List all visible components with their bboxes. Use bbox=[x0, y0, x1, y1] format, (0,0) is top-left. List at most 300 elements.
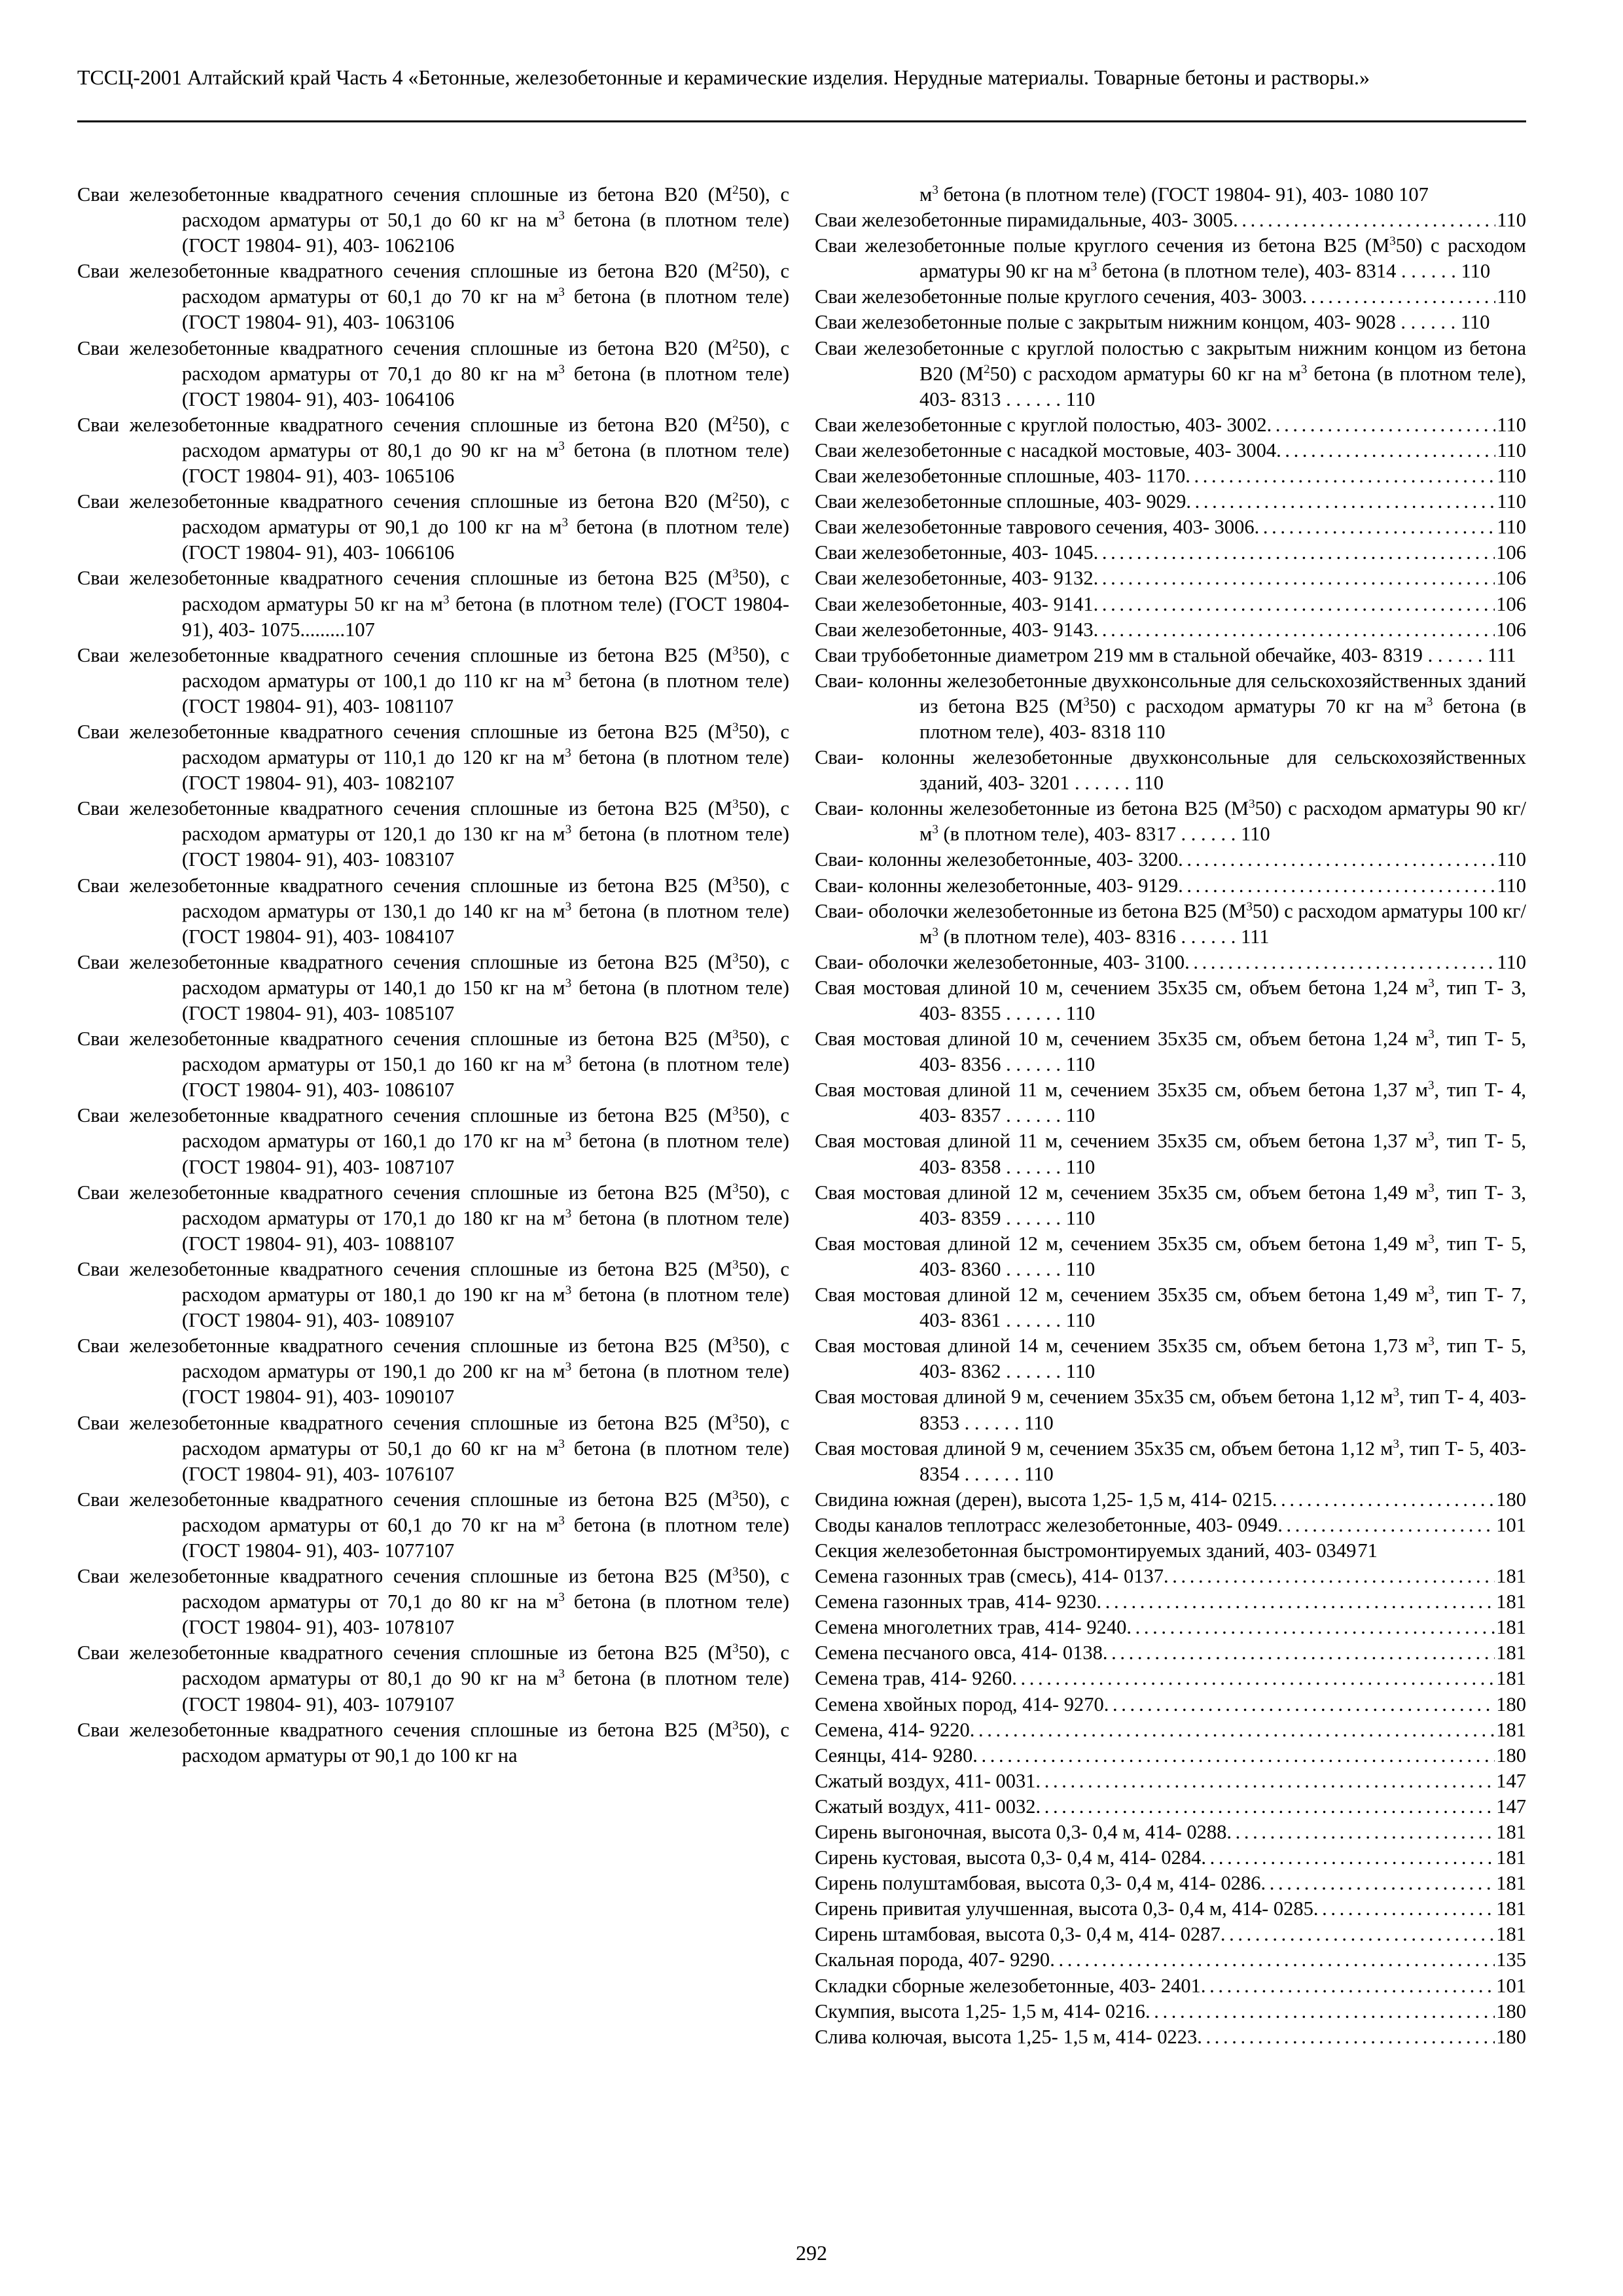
entry-text: Сваи железобетонные сплошные, 403- 1170 bbox=[815, 465, 1186, 488]
entry-text: Сваи железобетонные с насадкой мостовые, 403- 3004 bbox=[815, 439, 1277, 461]
leader-dots bbox=[1103, 1640, 1495, 1666]
superscript: 2 bbox=[732, 260, 739, 274]
entry-text: Скальная порода, 407- 9290 bbox=[815, 1948, 1050, 1971]
leader-dots: . . . . . . bbox=[959, 1462, 1025, 1485]
superscript: 3 bbox=[1426, 694, 1433, 709]
index-entry: Сваи- колонны железобетонные двухконсольные для сельскохозяйственных зданий, 403- 3201 . . . . . . 110 bbox=[815, 746, 1526, 795]
page-ref: 180 bbox=[1496, 1744, 1526, 1767]
index-entry bbox=[815, 284, 1526, 310]
page-ref: 107 bbox=[424, 772, 455, 795]
superscript: 3 bbox=[1083, 694, 1090, 709]
leader-dots bbox=[1036, 1794, 1495, 1820]
superscript: 3 bbox=[732, 1335, 739, 1349]
leader-dots bbox=[1302, 284, 1495, 310]
leader-dots: . . . . . . bbox=[1001, 1155, 1066, 1178]
superscript: 3 bbox=[1428, 1232, 1435, 1246]
index-entry bbox=[815, 207, 1526, 233]
entry-text: Сжатый воздух, 411- 0032 bbox=[815, 1795, 1036, 1818]
page-ref: 181 bbox=[1496, 1923, 1526, 1946]
index-entry: Сваи железобетонные квадратного сечения сплошные из бетона В25 $(М^350)$, с расходом арматуры от 100,1 до 110 кг на $м^3$ бетона (в плотном теле) (ГОСТ 19804- 91), 403- 1081107 bbox=[77, 643, 789, 717]
superscript: 3 bbox=[1389, 234, 1396, 249]
page-ref: 181 bbox=[1496, 1565, 1526, 1588]
index-entry bbox=[815, 873, 1526, 899]
page-ref: 106 bbox=[424, 465, 455, 488]
page-ref: 111 bbox=[1488, 643, 1516, 666]
page-ref: 106 bbox=[1496, 541, 1526, 564]
index-entry: Сваи железобетонные квадратного сечения сплошные из бетона В20 $(М^250)$, с расходом арматуры от 90,1 до 100 кг на $м^3$ бетона (в плотном теле) (ГОСТ 19804- 91), 403- 1066106 bbox=[77, 490, 790, 564]
index-entry: Сваи железобетонные квадратного сечения сплошные из бетона В25 $(М^350)$, с расходом арматуры от 170,1 до 180 кг на $м^3$ бетона (в плотном теле) (ГОСТ 19804- 91), 403- 1088107 bbox=[77, 1181, 789, 1255]
index-column-left bbox=[77, 182, 789, 1768]
superscript: 3 bbox=[565, 976, 572, 990]
superscript: 3 bbox=[732, 1104, 739, 1119]
entry-text: Семена газонных трав (смесь), 414- 0137 bbox=[815, 1565, 1164, 1588]
index-entry bbox=[815, 1615, 1526, 1640]
page-ref: 181 bbox=[1496, 1641, 1526, 1664]
index-entry: Свая мостовая длиной 11 м, сечением 35х35 см, объем бетона 1,37 $м^3$, тип Т- 4, 403- 8357 . . . . . . 110 bbox=[815, 1079, 1526, 1127]
superscript: 3 bbox=[442, 592, 450, 607]
page-ref: 110 bbox=[1065, 387, 1096, 410]
entry-text: Сирень полуштамбовая, высота 0,3- 0,4 м, 414- 0286 bbox=[815, 1872, 1261, 1895]
leader-dots: . . . . . . bbox=[1001, 1053, 1066, 1076]
page-ref: 181 bbox=[1496, 1667, 1526, 1690]
page-ref: 110 bbox=[1460, 311, 1490, 334]
superscript: 3 bbox=[1428, 1181, 1435, 1195]
page-ref: 180 bbox=[1496, 1693, 1526, 1715]
superscript: 3 bbox=[1393, 1386, 1400, 1400]
page-ref: 107 bbox=[424, 1155, 455, 1178]
superscript: 3 bbox=[565, 746, 571, 761]
index-entry bbox=[815, 1538, 1526, 1564]
index-entry: Сваи железобетонные квадратного сечения сплошные из бетона В25 $(М^350)$, с расходом арматуры от 130,1 до 140 кг на $м^3$ бетона (в плотном теле) (ГОСТ 19804- 91), 403- 1084107 bbox=[77, 874, 789, 948]
running-header bbox=[77, 64, 1526, 90]
leader-dots: . . . . . . bbox=[1069, 772, 1135, 795]
leader-dots bbox=[1096, 1589, 1495, 1615]
entry-text: Своды каналов теплотрасс железобетонные, 403- 0949 bbox=[815, 1513, 1278, 1536]
page-ref: 110 bbox=[1024, 1462, 1054, 1485]
entry-text: Свидина южная (дерен), высота 1,25- 1,5 м, 414- 0215 bbox=[815, 1488, 1272, 1511]
superscript: 3 bbox=[1427, 1079, 1435, 1093]
leader-dots: . . . . . . bbox=[959, 1411, 1025, 1434]
leader-dots bbox=[1226, 1820, 1495, 1845]
leader-dots bbox=[1201, 1845, 1495, 1871]
page-ref: 106 bbox=[424, 541, 455, 564]
page-ref: 110 bbox=[1497, 874, 1526, 897]
page-ref: 181 bbox=[1496, 1616, 1526, 1639]
superscript: 3 bbox=[932, 823, 938, 837]
page-ref: 110 bbox=[1497, 848, 1526, 871]
page-ref: 107 bbox=[424, 1386, 455, 1408]
page-ref: 181 bbox=[1496, 1590, 1526, 1613]
leader-dots bbox=[1313, 1896, 1495, 1922]
page-ref: 110 bbox=[1065, 1104, 1096, 1127]
page-ref: 107 bbox=[424, 1539, 455, 1562]
superscript: 3 bbox=[1428, 1335, 1435, 1349]
index-entry bbox=[815, 592, 1526, 617]
page-ref: 110 bbox=[1461, 260, 1491, 283]
index-entry bbox=[815, 1947, 1526, 1973]
entry-text: Сирень выгоночная, высота 0,3- 0,4 м, 414- 0288 bbox=[815, 1821, 1227, 1843]
superscript: 3 bbox=[558, 439, 565, 453]
page-ref: 110 bbox=[1134, 772, 1164, 795]
superscript: 3 bbox=[558, 362, 565, 376]
index-entry: Сваи железобетонные квадратного сечения сплошные из бетона В25 $(М^350)$, с расходом арматуры от 50,1 до 60 кг на $м^3$ бетона (в плотном теле) (ГОСТ 19804- 91), 403- 1076107 bbox=[77, 1411, 789, 1485]
leader-dots: . . . . . . bbox=[1001, 1257, 1066, 1280]
index-entry: Сваи- оболочки железобетонные из бетона В25 $(М^350)$ с расходом арматуры 100 $кг/м^3$ (в плотном теле), 403- 8316 . . . . . . 111 bbox=[815, 899, 1527, 948]
entry-text: Семена, 414- 9220 bbox=[815, 1718, 970, 1741]
leader-dots: . . . . . . bbox=[1001, 1309, 1066, 1332]
superscript: 3 bbox=[1393, 1437, 1400, 1451]
superscript: 3 bbox=[732, 1565, 739, 1579]
page-ref: 181 bbox=[1496, 1718, 1526, 1741]
page-ref: 180 bbox=[1496, 2025, 1526, 2048]
superscript: 3 bbox=[565, 1206, 572, 1221]
page-ref: 101 bbox=[1496, 1513, 1526, 1536]
index-entry: Сваи трубобетонные диаметром 219 мм в стальной обечайке, 403- 8319 . . . . . . 111 bbox=[815, 643, 1516, 666]
index-entry bbox=[815, 847, 1526, 872]
index-entry: Сваи- колонны железобетонные из бетона В25 $(М^350)$ с расходом арматуры 90 $кг/м^3$ (в плотном теле), 403- 8317 . . . . . . 110 bbox=[815, 797, 1526, 846]
page-ref: 107 bbox=[1399, 183, 1429, 206]
index-entry bbox=[815, 438, 1526, 463]
page-number: 292 bbox=[796, 2241, 827, 2265]
index-entry bbox=[815, 412, 1526, 438]
superscript: 2 bbox=[732, 336, 739, 351]
entry-text: Семена многолетних трав, 414- 9240 bbox=[815, 1616, 1127, 1639]
superscript: 3 bbox=[1090, 260, 1097, 274]
leader-dots bbox=[1012, 1666, 1495, 1691]
leader-dots: . . . . . . bbox=[1001, 1104, 1066, 1127]
index-entry: Свая мостовая длиной 9 м, сечением 35х35 см, объем бетона 1,12 $м^3$, тип Т- 5, 403- 8354 . . . . . . 110 bbox=[815, 1437, 1527, 1485]
leader-dots bbox=[1104, 1692, 1495, 1717]
entry-text: Семена газонных трав, 414- 9230 bbox=[815, 1590, 1097, 1613]
superscript: 2 bbox=[984, 362, 990, 376]
index-entry bbox=[815, 514, 1526, 540]
page-ref: 106 bbox=[424, 311, 455, 334]
index-entry bbox=[815, 1513, 1526, 1538]
superscript: 3 bbox=[732, 874, 739, 888]
entry-text: Сирень кустовая, высота 0,3- 0,4 м, 414- 0284 bbox=[815, 1846, 1202, 1869]
superscript: 3 bbox=[562, 516, 568, 530]
page-ref: 135 bbox=[1496, 1948, 1526, 1971]
page-ref: 107 bbox=[345, 618, 375, 641]
leader-dots: . . . . . . bbox=[1001, 1002, 1066, 1024]
page-ref: 107 bbox=[424, 848, 455, 871]
index-entry: Свая мостовая длиной 9 м, сечением 35х35 см, объем бетона 1,12 $м^3$, тип Т- 4, 403- 8353 . . . . . . 110 bbox=[815, 1386, 1527, 1434]
page-ref: 110 bbox=[1065, 1155, 1096, 1178]
index-entry: Сваи железобетонные квадратного сечения сплошные из бетона В25 $(М^350)$, с расходом арматуры от 70,1 до 80 кг на $м^3$ бетона (в плотном теле) (ГОСТ 19804- 91), 403- 1078107 bbox=[77, 1565, 789, 1639]
index-entry bbox=[815, 540, 1526, 565]
index-entry: Свая мостовая длиной 11 м, сечением 35х35 см, объем бетона 1,37 $м^3$, тип Т- 5, 403- 8358 . . . . . . 110 bbox=[815, 1130, 1526, 1178]
entry-text: Сваи железобетонные с круглой полостью, 403- 3002 bbox=[815, 413, 1267, 436]
index-entry bbox=[815, 1717, 1526, 1743]
superscript: 2 bbox=[732, 413, 739, 427]
index-entry: Сваи- колонны железобетонные двухконсольные для сельскохозяйственных зданий из бетона В25 $(М^350)$ с расходом арматуры 70 кг на $м^3$ бетона (в плотном теле), 403- 8318 110 bbox=[815, 669, 1527, 743]
superscript: 3 bbox=[732, 567, 739, 581]
page-ref: 180 bbox=[1496, 2000, 1526, 2022]
page-ref: 106 bbox=[1496, 618, 1526, 641]
index-entry bbox=[815, 1666, 1526, 1691]
page-ref: 110 bbox=[1497, 490, 1526, 513]
entry-text: Семена трав, 414- 9260 bbox=[815, 1667, 1012, 1690]
leader-dots bbox=[1201, 1973, 1495, 1999]
superscript: 3 bbox=[1246, 899, 1253, 914]
entry-text: Сеянцы, 414- 9280 bbox=[815, 1744, 973, 1767]
page-ref: 110 bbox=[1024, 1411, 1054, 1434]
leader-dots bbox=[1164, 1564, 1495, 1589]
page-ref: 181 bbox=[1496, 1872, 1526, 1895]
page-ref: 110 bbox=[1497, 516, 1526, 539]
leader-dots bbox=[1267, 412, 1496, 438]
index-entry bbox=[815, 1820, 1526, 1845]
superscript: 3 bbox=[732, 1028, 739, 1042]
page-ref: 110 bbox=[1497, 465, 1526, 488]
leader-dots bbox=[1276, 438, 1495, 463]
superscript: 3 bbox=[732, 1488, 739, 1502]
index-entry bbox=[815, 1999, 1526, 2024]
page-ref: 147 bbox=[1496, 1769, 1526, 1792]
superscript: 3 bbox=[732, 1257, 739, 1272]
entry-text: Сирень привитая улучшенная, высота 0,3- 0,4 м, 414- 0285 bbox=[815, 1897, 1313, 1920]
page-ref: 180 bbox=[1496, 1488, 1526, 1511]
index-entry bbox=[815, 1794, 1526, 1820]
leader-dots bbox=[972, 1743, 1495, 1768]
superscript: 3 bbox=[732, 1641, 739, 1656]
index-entry: Сваи железобетонные квадратного сечения сплошные из бетона В20 $(М^250)$, с расходом арматуры от 80,1 до 90 кг на $м^3$ бетона (в плотном теле) (ГОСТ 19804- 91), 403- 1065106 bbox=[77, 413, 789, 488]
page-ref: 107 bbox=[424, 1002, 455, 1024]
index-entry bbox=[815, 1768, 1526, 1794]
page-ref: 110 bbox=[1497, 413, 1526, 436]
leader-dots bbox=[1126, 1615, 1495, 1640]
entry-text: Складки сборные железобетонные, 403- 2401 bbox=[815, 1974, 1201, 1997]
index-entry: Свая мостовая длиной 14 м, сечением 35х35 см, объем бетона 1,73 $м^3$, тип Т- 5, 403- 8362 . . . . . . 110 bbox=[815, 1335, 1527, 1383]
index-entry bbox=[815, 463, 1526, 489]
index-entry: Сваи железобетонные квадратного сечения сплошные из бетона В20 $(М^250)$, с расходом арматуры от 50,1 до 60 кг на $м^3$ бетона (в плотном теле) (ГОСТ 19804- 91), 403- 1062106 bbox=[77, 183, 789, 257]
leader-dots: . . . . . . bbox=[1396, 260, 1461, 283]
index-entry: Сваи железобетонные квадратного сечения сплошные из бетона В25 $(М^350)$, с расходом арматуры 50 кг на $м^3$ бетона (в плотном теле) (ГОСТ 19804- 91), 403- 1075.........107 bbox=[77, 567, 789, 641]
index-entry: Сваи железобетонные квадратного сечения сплошные из бетона В25 $(М^350)$, с расходом арматуры от 140,1 до 150 кг на $м^3$ бетона (в плотном теле) (ГОСТ 19804- 91), 403- 1085107 bbox=[77, 950, 789, 1024]
superscript: 3 bbox=[732, 643, 739, 658]
page-ref: 181 bbox=[1496, 1846, 1526, 1869]
leader-dots: ......... bbox=[300, 618, 346, 641]
index-entry: Сваи железобетонные полые круглого сечения из бетона В25 $(М^350)$ с расходом арматуры 90 кг на $м^3$ бетона (в плотном теле), 403- 8314 . . . . . . 110 bbox=[815, 234, 1526, 283]
index-entry: Сваи железобетонные квадратного сечения сплошные из бетона В20 $(М^250)$, с расходом арматуры от 70,1 до 80 кг на $м^3$ бетона (в плотном теле) (ГОСТ 19804- 91), 403- 1064106 bbox=[77, 336, 789, 410]
entry-text: Сжатый воздух, 411- 0031 bbox=[815, 1769, 1036, 1792]
index-entry bbox=[815, 1564, 1526, 1589]
superscript: 3 bbox=[558, 1513, 565, 1528]
superscript: 3 bbox=[565, 1360, 572, 1374]
leader-dots: . . . . . . bbox=[1001, 1206, 1066, 1229]
leader-dots bbox=[1272, 1487, 1495, 1513]
index-entry bbox=[815, 565, 1526, 591]
leader-dots: . . . . . . bbox=[1001, 387, 1066, 410]
index-entry bbox=[815, 1973, 1526, 1999]
index-entry: Сваи железобетонные квадратного сечения сплошные из бетона В25 $(М^350)$, с расходом арматуры от 80,1 до 90 кг на $м^3$ бетона (в плотном теле) (ГОСТ 19804- 91), 403- 1079107 bbox=[77, 1641, 789, 1715]
entry-text: Сваи железобетонные сплошные, 403- 9029 bbox=[815, 490, 1186, 513]
entry-text: Скумпия, высота 1,25- 1,5 м, 414- 0216 bbox=[815, 2000, 1145, 2022]
page-ref: 110 bbox=[1065, 1206, 1096, 1229]
page-ref: 110 bbox=[1497, 209, 1526, 232]
entry-text: Сваи железобетонные полые круглого сечения, 403- 3003 bbox=[815, 285, 1302, 308]
index-entry bbox=[815, 1743, 1526, 1768]
superscript: 3 bbox=[558, 1437, 565, 1451]
leader-dots bbox=[1178, 873, 1495, 899]
index-entry: Свая мостовая длиной 10 м, сечением 35х35 см, объем бетона 1,24 $м^3$, тип Т- 5, 403- 8356 . . . . . . 110 bbox=[815, 1028, 1527, 1076]
superscript: 3 bbox=[565, 1130, 572, 1144]
leader-dots bbox=[1178, 847, 1495, 872]
page-ref: 111 bbox=[1240, 925, 1270, 948]
page-ref: 110 bbox=[1497, 439, 1526, 461]
leader-dots bbox=[1094, 617, 1495, 643]
superscript: 3 bbox=[732, 1181, 739, 1195]
page-ref: 71 bbox=[1357, 1539, 1378, 1562]
index-entry: Сваи железобетонные квадратного сечения сплошные из бетона В25 $(М^350)$, с расходом арматуры от 110,1 до 120 кг на $м^3$ бетона (в плотном теле) (ГОСТ 19804- 91), 403- 1082107 bbox=[77, 720, 789, 795]
index-entry bbox=[815, 617, 1526, 643]
page-ref: 106 bbox=[1496, 567, 1526, 590]
index-entry bbox=[815, 1640, 1526, 1666]
leader-dots: . . . . . . bbox=[1395, 311, 1461, 334]
entry-text: Сваи- оболочки железобетонные, 403- 3100 bbox=[815, 950, 1185, 973]
page-ref: 107 bbox=[424, 1693, 455, 1715]
superscript: 3 bbox=[732, 1411, 739, 1426]
page-ref: 181 bbox=[1496, 1897, 1526, 1920]
superscript: 3 bbox=[1300, 362, 1308, 376]
superscript: 3 bbox=[1427, 1130, 1435, 1144]
leader-dots bbox=[1221, 1922, 1495, 1947]
superscript: 3 bbox=[558, 1590, 565, 1605]
leader-dots bbox=[1145, 1999, 1495, 2024]
index-entry bbox=[815, 1871, 1526, 1896]
superscript: 3 bbox=[565, 1053, 572, 1067]
superscript: 3 bbox=[732, 797, 739, 812]
entry-text: Сирень штамбовая, высота 0,3- 0,4 м, 414- 0287 bbox=[815, 1923, 1221, 1946]
leader-dots: . . . . . . bbox=[1422, 643, 1488, 666]
leader-dots bbox=[1186, 489, 1495, 514]
page-ref: 110 bbox=[1065, 1360, 1096, 1383]
index-entry bbox=[815, 1487, 1526, 1513]
superscript: 2 bbox=[732, 183, 739, 197]
page-ref: 107 bbox=[424, 925, 455, 948]
entry-text: Слива колючая, высота 1,25- 1,5 м, 414- 0223 bbox=[815, 2025, 1198, 2048]
index-entry: Сваи железобетонные с круглой полостью с закрытым нижним концом из бетона В20 $(М^250)$ с расходом арматуры 60 кг на $м^3$ бетона (в плотном теле), 403- 8313 . . . . . . 110 bbox=[815, 336, 1526, 410]
entry-text: Секция железобетонная быстромонтируемых зданий, 403- 0349 bbox=[815, 1539, 1357, 1562]
page-ref: 110 bbox=[1065, 1002, 1096, 1024]
index-entry bbox=[815, 1896, 1526, 1922]
entry-text: Сваи- колонны железобетонные, 403- 3200 bbox=[815, 848, 1179, 871]
superscript: 3 bbox=[565, 899, 572, 914]
index-entry: Сваи железобетонные квадратного сечения сплошные из бетона В25 $(М^350)$, с расходом арматуры от 150,1 до 160 кг на $м^3$ бетона (в плотном теле) (ГОСТ 19804- 91), 403- 1086107 bbox=[77, 1028, 789, 1102]
index-entry: Сваи железобетонные квадратного сечения сплошные из бетона В25 $(М^350)$, с расходом арматуры от 120,1 до 130 кг на $м^3$ бетона (в плотном теле) (ГОСТ 19804- 91), 403- 1083107 bbox=[77, 797, 789, 871]
leader-dots bbox=[1094, 540, 1495, 565]
page-ref: 106 bbox=[1496, 592, 1526, 615]
page-ref: 107 bbox=[424, 1309, 455, 1332]
page-ref: 107 bbox=[423, 694, 454, 717]
index-column-right bbox=[815, 182, 1526, 2050]
entry-text: Сваи железобетонные, 403- 9141 bbox=[815, 592, 1094, 615]
superscript: 3 bbox=[1249, 797, 1255, 812]
page-ref: 110 bbox=[1065, 1053, 1096, 1076]
leader-dots bbox=[1185, 950, 1495, 975]
leader-dots bbox=[1260, 1871, 1495, 1896]
superscript: 3 bbox=[1428, 1028, 1435, 1042]
index-entry: Свая мостовая длиной 12 м, сечением 35х35 см, объем бетона 1,49 $м^3$, тип Т- 3, 403- 8359 . . . . . . 110 bbox=[815, 1181, 1527, 1229]
page-ref: 181 bbox=[1496, 1821, 1526, 1843]
page-ref: 101 bbox=[1496, 1974, 1526, 1997]
header-rule bbox=[77, 120, 1526, 122]
index-entry: Сваи железобетонные полые с закрытым нижним концом, 403- 9028 . . . . . . 110 bbox=[815, 311, 1490, 334]
header-title: ТССЦ-2001 Алтайский край Часть 4 «Бетонные, железобетонные и керамические изделия. Нерудные материалы. Товарные бетоны и растворы.» bbox=[77, 65, 1370, 89]
page-ref: 110 bbox=[1135, 720, 1166, 743]
index-entry: Сваи железобетонные квадратного сечения сплошные из бетона В25 $(М^350)$, с расходом арматуры от 190,1 до 200 кг на $м^3$ бетона (в плотном теле) (ГОСТ 19804- 91), 403- 1090107 bbox=[77, 1335, 789, 1408]
index-entry bbox=[815, 1589, 1526, 1615]
leader-dots bbox=[1197, 2024, 1495, 2050]
page-ref: 110 bbox=[1065, 1257, 1096, 1280]
page-ref: 107 bbox=[424, 1616, 455, 1639]
index-entry bbox=[815, 1845, 1526, 1871]
index-entry: Свая мостовая длиной 10 м, сечением 35х35 см, объем бетона 1,24 $м^3$, тип Т- 3, 403- 8355 . . . . . . 110 bbox=[815, 976, 1527, 1024]
leader-dots bbox=[1185, 463, 1495, 489]
superscript: 3 bbox=[1428, 1283, 1435, 1298]
entry-text: Сваи- колонны железобетонные, 403- 9129 bbox=[815, 874, 1179, 897]
page-ref: 107 bbox=[424, 1079, 455, 1102]
superscript: 3 bbox=[565, 1283, 572, 1298]
page-ref: 107 bbox=[424, 1232, 455, 1255]
superscript: 2 bbox=[732, 490, 739, 505]
superscript: 3 bbox=[558, 1667, 565, 1681]
superscript: 3 bbox=[732, 720, 739, 734]
index-entry: Сваи железобетонные квадратного сечения сплошные из бетона В25 $(М^350)$, с расходом арматуры от 90,1 до 100 кг на bbox=[77, 1718, 789, 1767]
leader-dots bbox=[1036, 1768, 1495, 1794]
leader-dots bbox=[1233, 207, 1495, 233]
superscript: 3 bbox=[932, 925, 938, 939]
page-ref: 110 bbox=[1240, 823, 1270, 846]
superscript: 3 bbox=[1428, 976, 1435, 990]
leader-dots bbox=[1094, 565, 1495, 591]
leader-dots bbox=[1255, 514, 1496, 540]
superscript: 3 bbox=[565, 669, 571, 683]
entry-text: Семена песчаного овса, 414- 0138 bbox=[815, 1641, 1103, 1664]
leader-dots: . . . . . . bbox=[1175, 823, 1241, 846]
entry-text: Сваи железобетонные, 403- 9143 bbox=[815, 618, 1094, 641]
superscript: 3 bbox=[732, 1718, 739, 1732]
superscript: 3 bbox=[732, 950, 739, 965]
leader-dots bbox=[1050, 1947, 1495, 1973]
index-entry bbox=[815, 2024, 1526, 2050]
leader-dots bbox=[1094, 592, 1495, 617]
page-ref: 106 bbox=[424, 387, 455, 410]
index-entry bbox=[815, 950, 1526, 975]
superscript: 3 bbox=[932, 183, 938, 197]
index-entry: Сваи железобетонные квадратного сечения сплошные из бетона В25 $(М^350)$, с расходом арматуры от 180,1 до 190 кг на $м^3$ бетона (в плотном теле) (ГОСТ 19804- 91), 403- 1089107 bbox=[77, 1257, 789, 1332]
entry-text: Семена хвойных пород, 414- 9270 bbox=[815, 1693, 1104, 1715]
superscript: 3 bbox=[558, 209, 565, 223]
entry-text: Сваи железобетонные, 403- 9132 bbox=[815, 567, 1094, 590]
entry-text: Сваи железобетонные таврового сечения, 403- 3006 bbox=[815, 516, 1255, 539]
entry-text: Сваи железобетонные, 403- 1045 bbox=[815, 541, 1094, 564]
page-ref: 110 bbox=[1065, 1309, 1096, 1332]
index-entry bbox=[815, 1922, 1526, 1947]
page-ref: 110 bbox=[1497, 950, 1526, 973]
leader-dots bbox=[970, 1717, 1495, 1743]
page-ref: 106 bbox=[424, 234, 455, 257]
superscript: 3 bbox=[558, 285, 565, 300]
leader-dots: . . . . . . bbox=[1175, 925, 1241, 948]
index-entry: Сваи железобетонные квадратного сечения сплошные из бетона В25 $(М^350)$, с расходом арматуры от 160,1 до 170 кг на $м^3$ бетона (в плотном теле) (ГОСТ 19804- 91), 403- 1087107 bbox=[77, 1104, 789, 1178]
index-entry: Сваи железобетонные квадратного сечения сплошные из бетона В25 $(М^350)$, с расходом арматуры от 60,1 до 70 кг на $м^3$ бетона (в плотном теле) (ГОСТ 19804- 91), 403- 1077107 bbox=[77, 1488, 789, 1562]
index-entry bbox=[815, 489, 1526, 514]
page-ref: 110 bbox=[1497, 285, 1526, 308]
index-entry: Свая мостовая длиной 12 м, сечением 35х35 см, объем бетона 1,49 $м^3$, тип Т- 5, 403- 8360 . . . . . . 110 bbox=[815, 1232, 1527, 1280]
index-entry-continuation: $м^3$ бетона (в плотном теле) (ГОСТ 19804- 91), 403- 1080 107 bbox=[919, 183, 1429, 206]
page-ref: 107 bbox=[424, 1462, 455, 1485]
